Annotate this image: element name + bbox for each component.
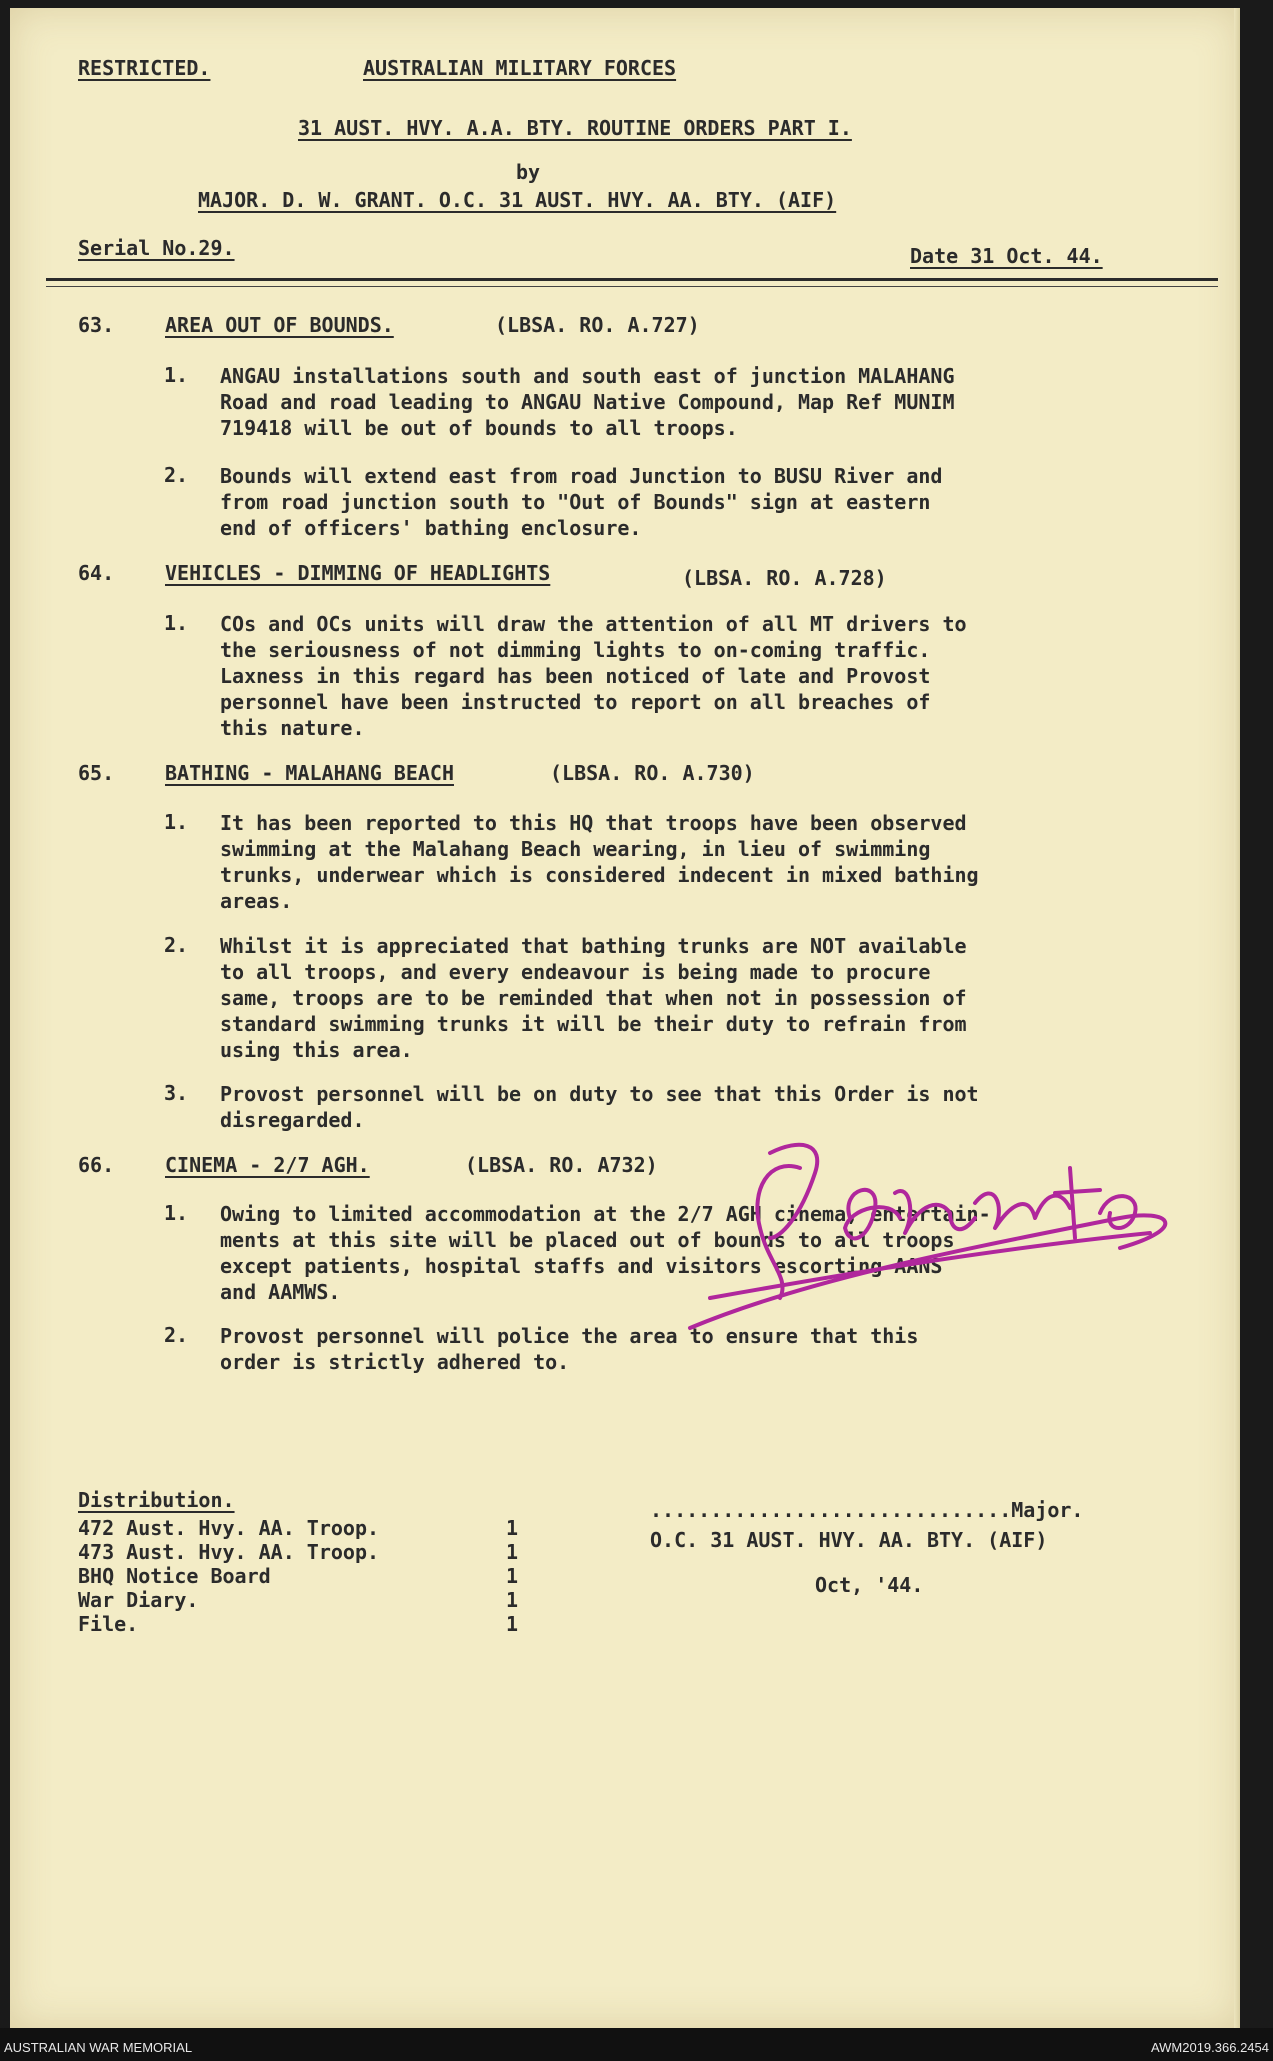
distribution-row <box>78 1516 518 1540</box>
section-number: 63. <box>78 313 115 337</box>
distribution-quantity: 1 <box>505 1612 518 1636</box>
serial-number: Serial No.29. <box>78 236 235 260</box>
section-number: 64. <box>78 561 115 585</box>
section-title: VEHICLES - DIMMING OF HEADLIGHTS <box>165 561 551 585</box>
distribution-row <box>78 1564 518 1588</box>
section-number: 66. <box>78 1153 115 1177</box>
paragraph-number: 1. <box>164 363 189 387</box>
paragraph-number: 2. <box>164 933 189 957</box>
header-rule <box>46 278 1218 281</box>
distribution-recipient: 473 Aust. Hvy. AA. Troop. <box>78 1540 380 1564</box>
paragraph-number: 2. <box>164 463 189 487</box>
section-reference: (LBSA. RO. A.727) <box>495 313 700 337</box>
distribution-recipient: File. <box>78 1612 139 1636</box>
paragraph-text: Owing to limited accommodation at the 2/7 AGH cinema, entertain- ments at this site will be placed out of bounds to all troops except patients, hospital staffs and visitors escorting AANS and AAMWS. <box>220 1202 991 1304</box>
paragraph-text: ANGAU installations south and south east of junction MALAHANG Road and road leading to ANGAU Native Compound, Map Ref MUNIM 719418 will be out of bounds to all troops. <box>220 364 955 440</box>
signature-title: O.C. 31 AUST. HVY. AA. BTY. (AIF) <box>650 1528 1048 1552</box>
distribution-row <box>78 1588 518 1612</box>
paragraph-number: 1. <box>164 810 189 834</box>
unit-title: 31 AUST. HVY. A.A. BTY. ROUTINE ORDERS PART I. <box>298 116 852 140</box>
section-number: 65. <box>78 761 115 785</box>
distribution-quantity: 1 <box>505 1588 518 1612</box>
section-reference: (LBSA. RO. A.730) <box>550 761 755 785</box>
paragraph-number: 1. <box>164 611 189 635</box>
signature-dots-line: ..............................Major. <box>650 1498 1084 1522</box>
section-title: CINEMA - 2/7 AGH. <box>165 1153 370 1177</box>
by-label: by <box>516 160 541 184</box>
section-title: BATHING - MALAHANG BEACH <box>165 761 454 785</box>
distribution-row <box>78 1540 518 1564</box>
document-page <box>10 8 1240 2028</box>
distribution-row <box>78 1612 518 1636</box>
commander-line: MAJOR. D. W. GRANT. O.C. 31 AUST. HVY. AA. BTY. (AIF) <box>198 188 837 212</box>
paragraph-number: 1. <box>164 1201 189 1225</box>
archive-name: AUSTRALIAN WAR MEMORIAL <box>4 2040 193 2055</box>
distribution-quantity: 1 <box>505 1564 518 1588</box>
classification-label: RESTRICTED. <box>78 56 211 80</box>
paragraph-text: Bounds will extend east from road Junction to BUSU River and from road junction south to "Out of Bounds" sign at eastern end of officers' bathing enclosure. <box>220 464 943 540</box>
distribution-recipient: BHQ Notice Board <box>78 1564 271 1588</box>
distribution-quantity: 1 <box>505 1540 518 1564</box>
paragraph-number: 2. <box>164 1323 189 1347</box>
section-reference: (LBSA. RO. A.728) <box>682 566 887 590</box>
document-date: Date 31 Oct. 44. <box>910 244 1103 268</box>
paragraph-number: 3. <box>164 1081 189 1105</box>
section-reference: (LBSA. RO. A732) <box>465 1153 658 1177</box>
archive-reference: AWM2019.366.2454 <box>1150 2040 1269 2055</box>
paragraph-text: Whilst it is appreciated that bathing trunks are NOT available to all troops, and every endeavour is being made to procure same, troops are to be reminded that when not in possession of standard swimming trunks it will be their duty to refrain from using this area. <box>220 934 967 1062</box>
header-rule-thin <box>46 286 1218 287</box>
paragraph-text: It has been reported to this HQ that troops have been observed swimming at the Malahang Beach wearing, in lieu of swimming trunks, underwear which is considered indecent in mixed bathing areas. <box>220 811 979 913</box>
distribution-quantity: 1 <box>505 1516 518 1540</box>
distribution-heading: Distribution. <box>78 1488 235 1512</box>
section-title: AREA OUT OF BOUNDS. <box>165 313 394 337</box>
archive-footer <box>0 2028 1273 2061</box>
signature-date: Oct, '44. <box>815 1573 924 1597</box>
distribution-recipient: 472 Aust. Hvy. AA. Troop. <box>78 1516 380 1540</box>
paragraph-text: Provost personnel will be on duty to see that this Order is not disregarded. <box>220 1082 979 1132</box>
distribution-recipient: War Diary. <box>78 1588 199 1612</box>
page-edge <box>1234 8 1240 2028</box>
handwritten-signature <box>650 1098 1210 1338</box>
force-title: AUSTRALIAN MILITARY FORCES <box>363 56 677 80</box>
paragraph-text: COs and OCs units will draw the attention of all MT drivers to the seriousness of not dimming lights to on-coming traffic. Laxness in this regard has been noticed of late and Provost personnel have been instructed to report on all breaches of this nature. <box>220 612 967 740</box>
paragraph-text: Provost personnel will police the area to ensure that this order is strictly adhered to. <box>220 1324 919 1374</box>
